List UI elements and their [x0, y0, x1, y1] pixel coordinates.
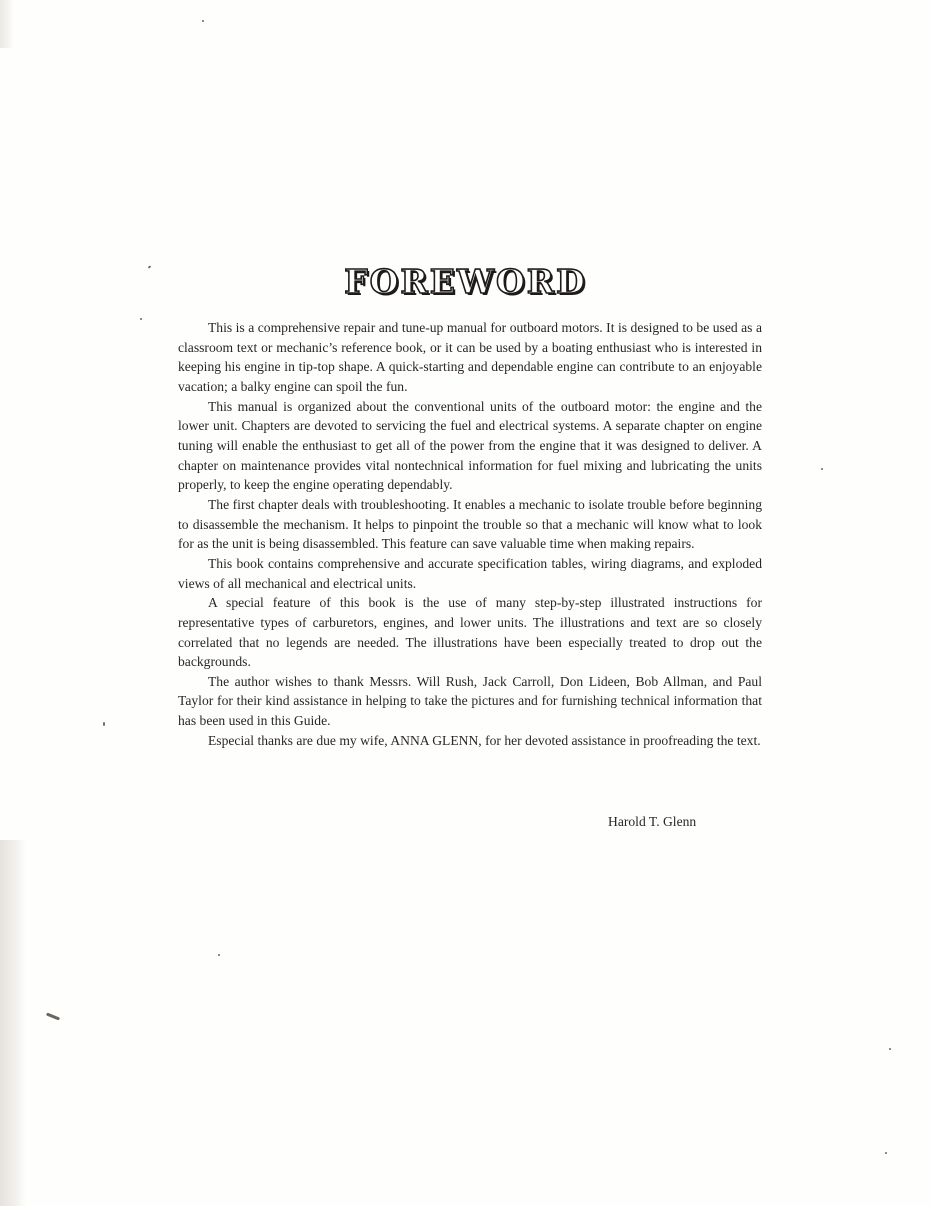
dust-speck — [821, 468, 823, 470]
paragraph: This book contains comprehensive and accurate specification tables, wiring diagrams, and exploded views of all mechanical and electrical units. — [178, 555, 762, 591]
paragraph: The first chapter deals with troubleshooting. It enables a mechanic to isolate trouble before beginning to disassemble the mechanism. It helps to pinpoint the trouble so that a mechanic will know what to look for as the unit is being disassembled. This feature can save valuable time when making repairs. — [178, 496, 762, 552]
dust-speck — [46, 1012, 60, 1020]
dust-speck — [218, 954, 220, 956]
dust-speck — [889, 1048, 891, 1050]
dust-speck — [140, 318, 142, 320]
scan-edge-shadow-bottom — [0, 840, 26, 1206]
paragraph: This manual is organized about the conventional units of the outboard motor: the engine and the lower unit. Chapters are devoted to servicing the fuel and electrical systems. A separate chapter on engine tuning will enable the enthusiast to get all of the power from the engine that it was designed to deliver. A chapter on maintenance provides vital nontechnical information for fuel mixing and lubricating the units properly, to keep the engine operating dependably. — [178, 398, 762, 493]
paragraph: The author wishes to thank Messrs. Will Rush, Jack Carroll, Don Lideen, Bob Allman, and Paul Taylor for their kind assistance in helping to take the pictures and for furnishing technical information that has been used in this Guide. — [178, 673, 762, 729]
paragraph: Especial thanks are due my wife, ANNA GLENN, for her devoted assistance in proofreading the text. — [208, 732, 761, 748]
paragraph: A special feature of this book is the use of many step-by-step illustrated instructions for representative types of carburetors, engines, and lower units. The illustrations and text are so closely correlated that no legends are needed. The illustrations have been especially treated to drop out the backgrounds. — [178, 595, 762, 670]
dust-speck — [103, 722, 105, 726]
dust-speck — [202, 20, 204, 22]
paragraph: This is a comprehensive repair and tune-up manual for outboard motors. It is designed to be used as a classroom text or mechanic’s reference book, or it can be used by a boating enthusiast who is interested in keeping his engine in tip-top shape. A quick-starting and dependable engine can contribute to an enjoyable vacation; a balky engine can spoil the fun. — [178, 320, 762, 394]
dust-speck — [885, 1152, 887, 1154]
scan-edge-shadow-top — [0, 0, 14, 48]
page-title: FOREWORD — [344, 262, 587, 301]
author-signature: Harold T. Glenn — [608, 814, 697, 829]
foreword-body — [178, 318, 762, 750]
